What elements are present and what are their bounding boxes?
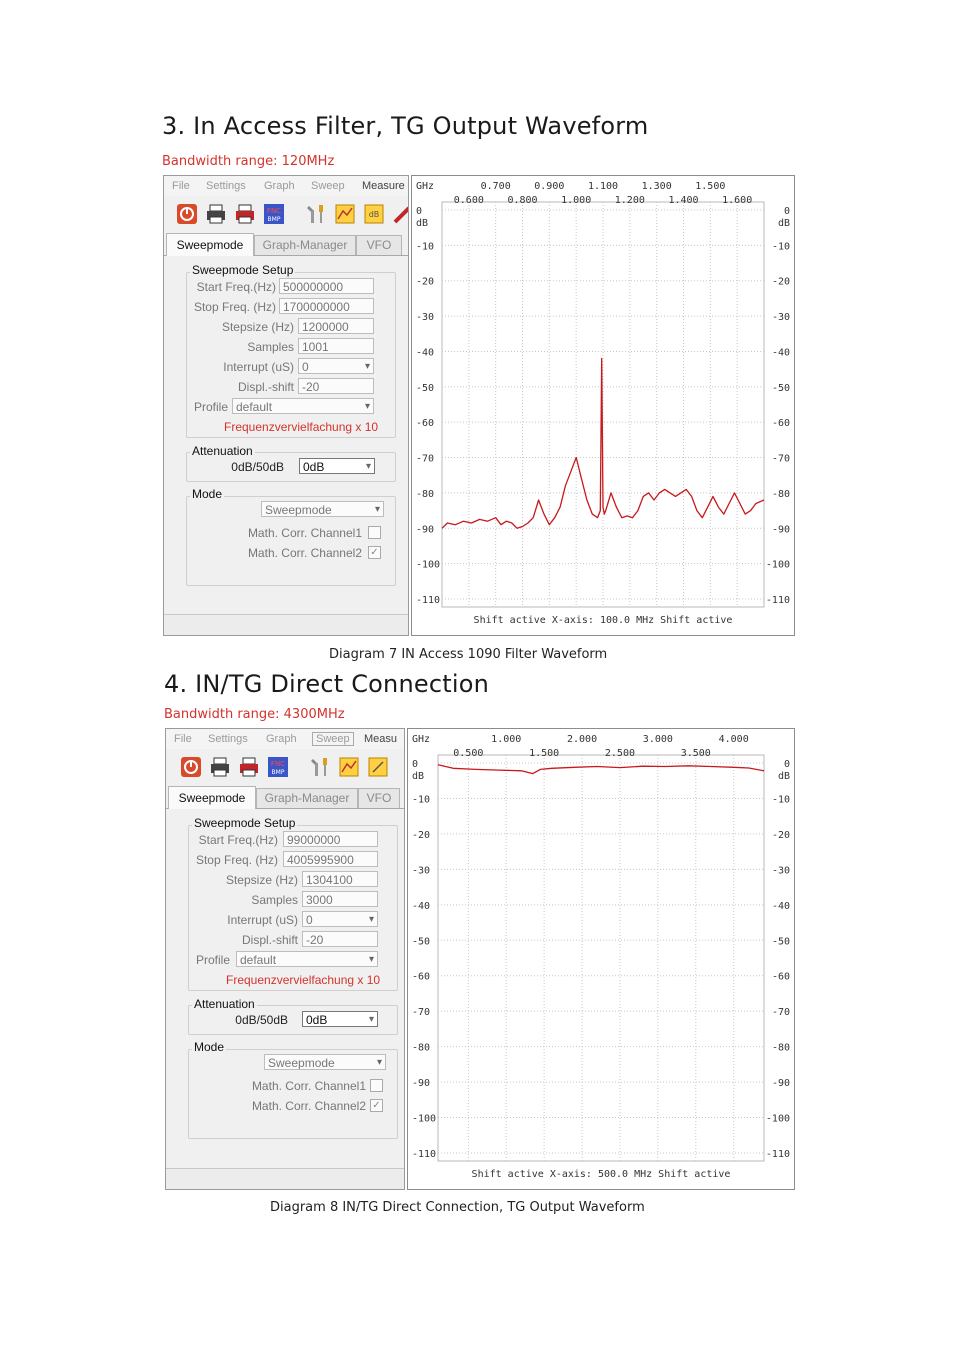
plot-area	[438, 755, 764, 1161]
menu-bar	[164, 176, 408, 196]
menu-sweep[interactable]: Sweep	[311, 180, 345, 192]
x-tick-label-bottom: 0.800	[507, 195, 538, 206]
y-tick-label-left: -60	[416, 418, 435, 430]
x-tick-label-top: 1.300	[641, 181, 672, 192]
section3-bandwidth: Bandwidth range: 120MHz	[162, 154, 335, 169]
profile-select[interactable]: default ▾	[236, 951, 378, 967]
y-tick-label-left: 0	[416, 206, 423, 217]
stop-freq-input[interactable]: 4005995900	[283, 851, 378, 867]
app-panel-2	[165, 728, 405, 1190]
series-line	[438, 765, 764, 774]
menu-graph[interactable]: Graph	[266, 733, 297, 745]
tab-graph-manager[interactable]: Graph-Manager	[254, 235, 356, 255]
y-tick-label-right: -70	[771, 453, 790, 465]
printer-color-icon[interactable]	[238, 756, 260, 778]
chart-footer: Shift active X-axis: 100.0 MHz Shift active	[473, 615, 733, 626]
x-tick-label-top: 1.000	[491, 734, 522, 745]
y-tick-label-left: -10	[416, 241, 435, 253]
x-tick-label-bottom: 2.500	[604, 748, 636, 759]
displ-shift-input[interactable]: -20	[302, 931, 378, 947]
corr2-checkbox[interactable]: ✓	[370, 1099, 383, 1112]
mode-select[interactable]: Sweepmode ▾	[264, 1054, 386, 1070]
profile-select[interactable]: default ▾	[232, 398, 374, 414]
menu-measure[interactable]: Measure	[362, 180, 405, 192]
corr1-checkbox[interactable]	[368, 526, 381, 539]
stop-freq-label: Stop Freq. (Hz)	[193, 300, 276, 314]
export-icon[interactable]	[263, 203, 285, 225]
y-tick-label-right: -110	[765, 1149, 790, 1160]
y-tick-label-left: -100	[412, 1113, 437, 1125]
y-tick-label-right: -20	[771, 276, 790, 288]
menu-settings[interactable]: Settings	[208, 733, 248, 745]
attenuation-label: 0dB/50dB	[231, 460, 284, 474]
x-unit-label: GHz	[416, 181, 435, 192]
svg-text:FNC: FNC	[270, 760, 286, 768]
y-tick-label-left: -70	[412, 1007, 431, 1019]
y-tick-label-left: -40	[412, 900, 431, 912]
chart-2-svg	[408, 729, 794, 1189]
menu-graph[interactable]: Graph	[264, 180, 295, 192]
x-tick-label-bottom: 1.500	[529, 748, 560, 759]
y-tick-label-left: -90	[412, 1078, 431, 1090]
chart-2	[407, 728, 795, 1190]
samples-label: Samples	[247, 340, 294, 354]
y-tick-label-right: -70	[771, 1007, 790, 1019]
displ-shift-label: Displ.-shift	[237, 380, 294, 394]
x-tick-label-bottom: 3.500	[680, 748, 711, 759]
printer-icon[interactable]	[205, 203, 227, 225]
y-unit-label-left: dB	[412, 771, 425, 782]
profile-label: Profile	[195, 953, 230, 967]
profile-label: Profile	[193, 400, 228, 414]
section4-heading: 4. IN/TG Direct Connection	[164, 670, 490, 698]
y-tick-label-right: -80	[771, 488, 790, 500]
tab-sweepmode[interactable]: Sweepmode	[166, 233, 254, 256]
attenuation-label: 0dB/50dB	[235, 1013, 288, 1027]
menu-file[interactable]: File	[172, 180, 190, 192]
samples-input[interactable]: 1001	[298, 338, 374, 354]
y-tick-label-left: -60	[412, 971, 431, 983]
interrupt-label: Interrupt (uS)	[223, 360, 294, 374]
sweepmode-setup-title: Sweepmode Setup	[192, 263, 294, 277]
y-tick-label-left: -100	[416, 559, 441, 571]
stop-freq-input[interactable]: 1700000000	[279, 298, 374, 314]
y-tick-label-right: 0	[783, 759, 790, 770]
start-freq-input[interactable]: 99000000	[283, 831, 378, 847]
corr1-label: Math. Corr. Channel1	[247, 526, 362, 540]
menu-measure[interactable]: Measu	[364, 733, 398, 745]
y-tick-label-left: -50	[412, 936, 431, 948]
corr1-checkbox[interactable]	[370, 1079, 383, 1092]
y-tick-label-right: -60	[771, 971, 790, 983]
sweepmode-setup-title: Sweepmode Setup	[194, 816, 296, 830]
tools-icon[interactable]	[309, 756, 331, 778]
y-tick-label-right: 0	[783, 206, 790, 217]
x-tick-label-top: 4.000	[718, 734, 749, 745]
attenuation-title: Attenuation	[192, 444, 253, 458]
corr2-label: Math. Corr. Channel2	[251, 1099, 366, 1113]
diagram8-caption: Diagram 8 IN/TG Direct Connection, TG Output Waveform	[270, 1200, 645, 1215]
multiplier-note: Frequenzvervielfachung x 10	[224, 420, 379, 434]
samples-label: Samples	[251, 893, 298, 907]
stepsize-label: Stepsize (Hz)	[221, 320, 294, 334]
x-tick-label-top: 3.000	[642, 734, 673, 745]
y-tick-label-right: -50	[771, 936, 790, 948]
x-tick-label-top: 1.500	[695, 181, 726, 192]
mode-title: Mode	[194, 1040, 225, 1054]
x-tick-label-bottom: 0.600	[453, 195, 484, 206]
mode-select[interactable]: Sweepmode ▾	[261, 501, 384, 517]
tab-vfo[interactable]: VFO	[358, 788, 400, 808]
svg-text:BMP: BMP	[271, 769, 285, 776]
toolbar	[164, 198, 408, 230]
stop-freq-label: Stop Freq. (Hz)	[195, 853, 278, 867]
attenuation-select[interactable]: 0dB ▾	[302, 1011, 378, 1027]
app-panel-1	[163, 175, 409, 636]
corr2-checkbox[interactable]: ✓	[368, 546, 381, 559]
x-tick-label-bottom: 0.500	[453, 748, 484, 759]
x-unit-label: GHz	[412, 734, 431, 745]
db-icon[interactable]	[363, 203, 385, 225]
graph-icon[interactable]	[338, 756, 360, 778]
x-tick-label-bottom: 1.600	[722, 195, 753, 206]
stepsize-label: Stepsize (Hz)	[225, 873, 298, 887]
tab-graph-manager[interactable]: Graph-Manager	[256, 788, 358, 808]
corr2-label: Math. Corr. Channel2	[247, 546, 362, 560]
y-tick-label-left: -40	[416, 347, 435, 359]
menu-bar	[166, 729, 404, 749]
x-tick-label-top: 0.700	[480, 181, 511, 192]
diagram7-caption: Diagram 7 IN Access 1090 Filter Waveform	[329, 647, 608, 662]
y-tick-label-left: -10	[412, 794, 431, 806]
y-tick-label-left: -110	[412, 1149, 437, 1160]
interrupt-select[interactable]: 0 ▾	[298, 358, 374, 374]
y-tick-label-left: -90	[416, 524, 435, 536]
series-line	[442, 359, 764, 529]
y-tick-label-right: -10	[771, 241, 790, 253]
y-unit-label-right: dB	[777, 218, 790, 229]
tab-vfo[interactable]: VFO	[356, 235, 402, 255]
section3-heading: 3. In Access Filter, TG Output Waveform	[162, 112, 649, 140]
y-tick-label-right: -40	[771, 347, 790, 359]
marker-icon[interactable]	[367, 756, 389, 778]
status-bar	[166, 1168, 404, 1189]
svg-text:BMP: BMP	[267, 216, 281, 223]
start-freq-input[interactable]: 500000000	[279, 278, 374, 294]
y-tick-label-right: -20	[771, 829, 790, 841]
attenuation-title: Attenuation	[194, 997, 255, 1011]
y-tick-label-right: -60	[771, 418, 790, 430]
displ-shift-input[interactable]: -20	[298, 378, 374, 394]
power-icon[interactable]	[180, 756, 202, 778]
mode-title: Mode	[192, 487, 223, 501]
interrupt-select[interactable]: 0 ▾	[302, 911, 378, 927]
svg-text:FNC: FNC	[266, 207, 282, 215]
y-tick-label-right: -90	[771, 1078, 790, 1090]
stepsize-input[interactable]: 1200000	[298, 318, 374, 334]
y-unit-label-left: dB	[416, 218, 429, 229]
samples-input[interactable]: 3000	[302, 891, 378, 907]
x-tick-label-top: 2.000	[566, 734, 598, 745]
y-tick-label-right: -50	[771, 382, 790, 394]
displ-shift-label: Displ.-shift	[241, 933, 298, 947]
stepsize-input[interactable]: 1304100	[302, 871, 378, 887]
y-tick-label-right: -10	[771, 794, 790, 806]
menu-settings[interactable]: Settings	[206, 180, 246, 192]
export-icon[interactable]	[267, 756, 289, 778]
y-tick-label-left: -110	[416, 595, 441, 606]
start-freq-label: Start Freq.(Hz)	[198, 833, 278, 847]
tab-bar	[166, 786, 404, 809]
svg-text:dB: dB	[368, 210, 380, 219]
menu-sweep[interactable]: Sweep	[312, 732, 354, 746]
tab-bar	[164, 233, 408, 256]
power-icon[interactable]	[176, 203, 198, 225]
toolbar	[166, 751, 404, 783]
y-tick-label-left: -70	[416, 453, 435, 465]
chart-1-svg	[412, 176, 794, 635]
y-tick-label-left: -50	[416, 382, 435, 394]
pen-icon[interactable]	[392, 203, 409, 225]
menu-file[interactable]: File	[174, 733, 192, 745]
interrupt-label: Interrupt (uS)	[227, 913, 298, 927]
chart-footer: Shift active X-axis: 500.0 MHz Shift active	[471, 1169, 731, 1180]
corr1-label: Math. Corr. Channel1	[251, 1079, 366, 1093]
y-unit-label-right: dB	[777, 771, 790, 782]
y-tick-label-right: -40	[771, 900, 790, 912]
section4-bandwidth: Bandwidth range: 4300MHz	[164, 707, 345, 722]
x-tick-label-bottom: 1.200	[614, 195, 645, 206]
y-tick-label-left: -20	[416, 276, 435, 288]
y-tick-label-right: -110	[765, 595, 790, 606]
y-tick-label-right: -100	[765, 559, 790, 571]
printer-icon[interactable]	[209, 756, 231, 778]
y-tick-label-left: -30	[412, 865, 431, 877]
attenuation-select[interactable]: 0dB ▾	[299, 458, 375, 474]
status-bar	[164, 614, 408, 635]
y-tick-label-left: -80	[416, 488, 435, 500]
chart-1	[411, 175, 795, 636]
multiplier-note: Frequenzvervielfachung x 10	[226, 973, 381, 987]
x-tick-label-bottom: 1.000	[561, 195, 592, 206]
y-tick-label-right: -30	[771, 312, 790, 324]
y-tick-label-left: -20	[412, 829, 431, 841]
tools-icon[interactable]	[305, 203, 327, 225]
y-tick-label-left: -30	[416, 312, 435, 324]
x-tick-label-bottom: 1.400	[668, 195, 699, 206]
y-tick-label-right: -90	[771, 524, 790, 536]
start-freq-label: Start Freq.(Hz)	[196, 280, 276, 294]
printer-color-icon[interactable]	[234, 203, 256, 225]
y-tick-label-left: -80	[412, 1042, 431, 1054]
y-tick-label-right: -30	[771, 865, 790, 877]
x-tick-label-top: 0.900	[534, 181, 565, 192]
y-tick-label-right: -100	[765, 1113, 790, 1125]
x-tick-label-top: 1.100	[587, 181, 619, 192]
y-tick-label-right: -80	[771, 1042, 790, 1054]
tab-sweepmode[interactable]: Sweepmode	[168, 786, 256, 809]
graph-icon[interactable]	[334, 203, 356, 225]
y-tick-label-left: 0	[412, 759, 419, 770]
